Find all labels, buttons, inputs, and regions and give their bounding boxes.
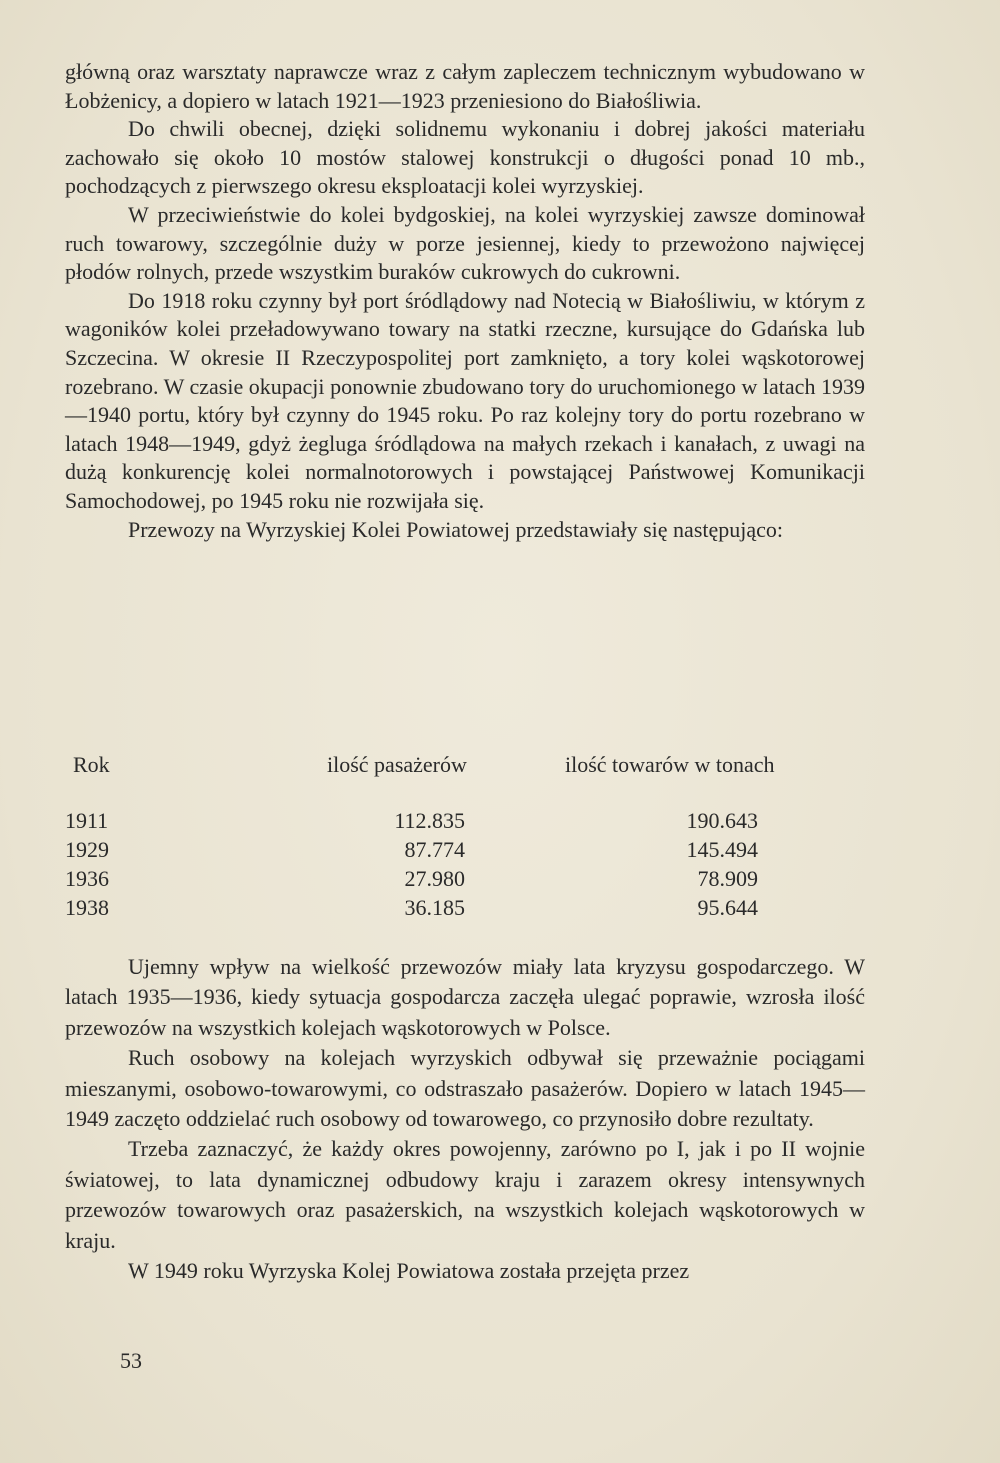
paragraph: główną oraz warsztaty naprawcze wraz z całym zapleczem technicznym wybudowano w Łobżenicy, a dopiero w latach 1921—1923 przeniesiono do Białośliwia.	[65, 59, 865, 113]
cell-year: 1929	[65, 837, 109, 862]
cell-passengers: 112.835	[394, 808, 465, 833]
cell-goods: 145.494	[686, 837, 758, 862]
table-row	[65, 895, 865, 924]
header-passengers: ilość pasażerów	[327, 752, 467, 777]
paragraph: Do 1918 roku czynny był port śródlądowy nad Notecią w Białośliwiu, w którym z wagoników kolei przeładowywano towary na statki rzeczne, kursujące do Gdańska lub Szczecina. W okresie II Rzeczypospolitej port zamknięto, a tory kolei wąskotorowej rozebrano. W czasie okupacji ponownie zbudowano tory do uruchomionego w latach 1939—1940 portu, który był czynny do 1945 roku. Po raz kolejny tory do portu rozebrano w latach 1948—1949, gdyż żegluga śródlądowa na małych rzekach i kanałach, z uwagi na dużą konkurencję kolei normalnotorowych i powstającej Państwowej Komunikacji Samochodowej, po 1945 roku nie rozwijała się.	[65, 287, 865, 513]
cell-year: 1936	[65, 866, 109, 891]
paragraph: Przewozy na Wyrzyskiej Kolei Powiatowej przedstawiały się następująco:	[128, 516, 784, 542]
paragraph: W 1949 roku Wyrzyska Kolej Powiatowa została przejęta przez	[128, 1258, 690, 1284]
table-body	[65, 808, 865, 924]
paragraph: Ruch osobowy na kolejach wyrzyskich odbywał się przeważnie pociągami mieszanymi, osobowo-towarowymi, co odstraszało pasażerów. Dopiero w latach 1945—1949 zaczęto oddzielać ruch osobowy od towarowego, co przynosiło dobre rezultaty.	[65, 1045, 865, 1132]
table-row	[65, 837, 865, 866]
table-row	[65, 866, 865, 895]
transport-table	[65, 752, 865, 924]
paragraph: W przeciwieństwie do kolei bydgoskiej, na kolei wyrzyskiej zawsze dominował ruch towarowy, szczególnie duży w porze jesiennej, kiedy to przewożono najwięcej płodów rolnych, przede wszystkim buraków cukrowych do cukrowni.	[65, 201, 865, 285]
paragraph: Trzeba zaznaczyć, że każdy okres powojenny, zarówno po I, jak i po II wojnie światowej, to lata dynamicznej odbudowy kraju i zarazem okresy intensywnych przewozów towarowych oraz pasażerskich, na wszystkich kolejach wąskotorowych w kraju.	[65, 1136, 865, 1253]
cell-goods: 78.909	[697, 866, 758, 891]
table-row	[65, 808, 865, 837]
cell-goods: 190.643	[686, 808, 758, 833]
paragraph: Ujemny wpływ na wielkość przewozów miały lata kryzysu gospodarczego. W latach 1935—1936, kiedy sytuacja gospodarcza zaczęła ulegać poprawie, wzrosła ilość przewozów na wszystkich kolejach wąskotorowych w Polsce.	[65, 954, 865, 1040]
text-block-bottom	[65, 952, 865, 1286]
header-year: Rok	[73, 752, 110, 777]
cell-passengers: 87.774	[404, 837, 465, 862]
cell-passengers: 36.185	[404, 895, 465, 920]
cell-year: 1938	[65, 895, 109, 920]
cell-goods: 95.644	[697, 895, 758, 920]
text-block-top	[65, 58, 865, 544]
paragraph: Do chwili obecnej, dzięki solidnemu wykonaniu i dobrej jakości materiału zachowało się około 10 mostów stalowej konstrukcji o długości ponad 10 mb., pochodzących z pierwszego okresu eksploatacji kolei wyrzyskiej.	[65, 116, 865, 199]
cell-passengers: 27.980	[404, 866, 465, 891]
cell-year: 1911	[65, 808, 109, 833]
table-header	[65, 752, 865, 788]
page-number: 53	[120, 1348, 142, 1373]
header-goods: ilość towarów w tonach	[565, 752, 775, 777]
